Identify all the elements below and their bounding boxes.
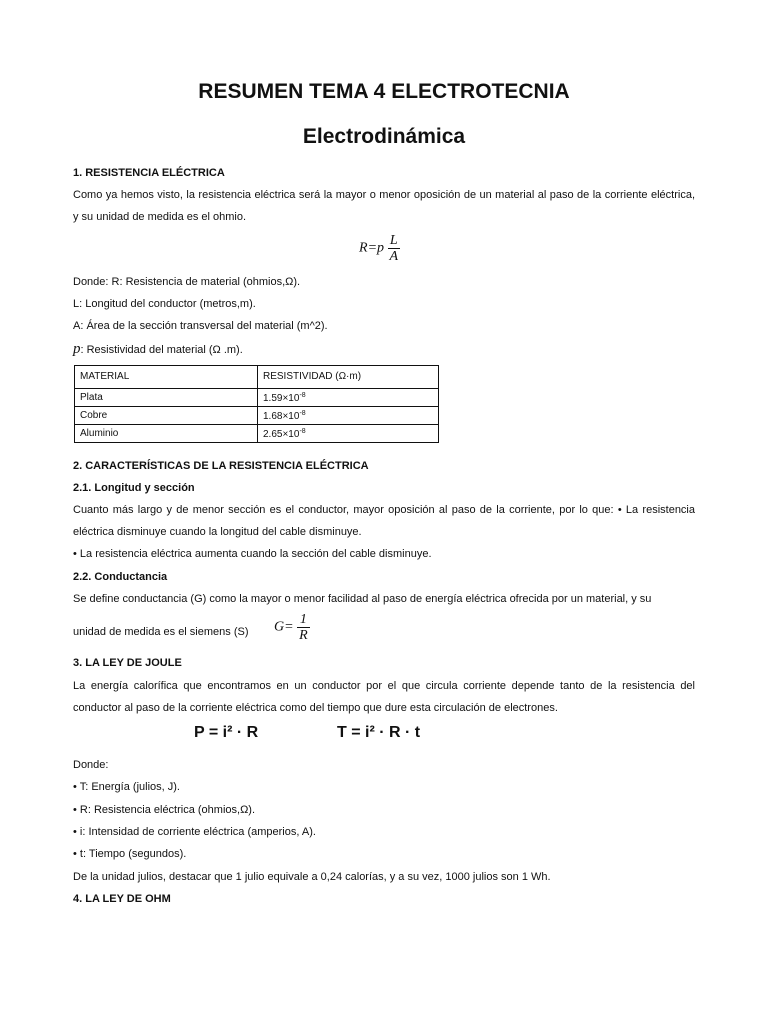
section-2-heading: 2. CARACTERÍSTICAS DE LA RESISTENCIA ELÉCTRICA — [73, 460, 369, 472]
formula-denominator: A — [389, 249, 399, 264]
section-1-heading: 1. RESISTENCIA ELÉCTRICA — [73, 167, 225, 179]
section-3-paragraph: La energía calorífica que encontramos en un conductor por el que circula corriente depende tanto de la resistencia del conductor al paso de la corriente eléctrica como del tiempo que dure esta circulación de electrones. — [73, 680, 695, 714]
document-title: RESUMEN TEMA 4 ELECTROTECNIA — [198, 80, 570, 103]
resistivity-base: 2.65×10 — [263, 429, 300, 440]
formula-numerator: 1 — [297, 612, 310, 628]
formula-eq: = — [367, 240, 378, 256]
resistivity-table — [74, 365, 439, 443]
formula-fraction — [388, 233, 401, 264]
bullet-time: • t: Tiempo (segundos). — [73, 848, 187, 860]
definition-p-text: : Resistividad del material (Ω .m). — [80, 344, 243, 356]
definition-l: L: Longitud del conductor (metros,m). — [73, 298, 256, 310]
joule-energy-formula: T = i² · R · t — [337, 724, 421, 741]
section-2-2-paragraph-end: unidad de medida es el siemens (S) — [73, 626, 249, 638]
definition-a: A: Área de la sección transversal del material (m^2). — [73, 320, 328, 332]
table-cell-resistivity — [258, 407, 439, 425]
joule-power-formula: P = i² · R — [194, 724, 259, 741]
conductance-formula — [274, 612, 310, 643]
bullet-current: • i: Intensidad de corriente eléctrica (amperios, A). — [73, 826, 316, 838]
bullet-energy: • T: Energía (julios, J). — [73, 781, 180, 793]
donde-label: Donde: — [73, 759, 109, 771]
joule-note: De la unidad julios, destacar que 1 julio equivale a 0,24 calorías, y a su vez, 1000 julios son 1 Wh. — [73, 871, 551, 883]
document-subtitle: Electrodinámica — [302, 125, 466, 148]
table-row — [75, 389, 439, 407]
formula-fraction — [297, 612, 310, 643]
formula-lhs: R — [359, 240, 368, 256]
section-3-heading: 3. LA LEY DE JOULE — [73, 657, 182, 669]
formula-lhs: G — [274, 619, 285, 635]
formula-denominator: R — [299, 628, 308, 643]
formula-coef: p — [377, 240, 385, 256]
resistivity-exponent: -8 — [299, 410, 306, 417]
table-cell-resistivity — [258, 389, 439, 407]
resistivity-exponent: -8 — [299, 392, 306, 399]
table-header-material: MATERIAL — [75, 366, 258, 389]
table-row — [75, 425, 439, 443]
definition-r: Donde: R: Resistencia de material (ohmios,Ω). — [73, 276, 301, 288]
table-cell-material: Aluminio — [75, 425, 258, 443]
table-cell-material: Plata — [75, 389, 258, 407]
formula-numerator: L — [388, 233, 401, 249]
section-2-1-heading: 2.1. Longitud y sección — [73, 482, 195, 494]
rho-symbol: p — [73, 341, 81, 357]
section-4-heading: 4. LA LEY DE OHM — [73, 893, 171, 905]
resistivity-base: 1.68×10 — [263, 411, 300, 422]
resistance-formula — [359, 233, 400, 264]
resistivity-base: 1.59×10 — [263, 393, 300, 404]
section-1-intro: Como ya hemos visto, la resistencia eléctrica será la mayor o menor oposición de un material al paso de la corriente eléctrica, y su unidad de medida es el ohmio. — [73, 189, 695, 223]
table-cell-resistivity — [258, 425, 439, 443]
resistivity-exponent: -8 — [299, 428, 306, 435]
table-row — [75, 407, 439, 425]
section-2-2-heading: 2.2. Conductancia — [73, 571, 168, 583]
bullet-resistance: • R: Resistencia eléctrica (ohmios,Ω). — [73, 804, 256, 816]
table-cell-material: Cobre — [75, 407, 258, 425]
table-header-resistivity: RESISTIVIDAD (Ω·m) — [258, 366, 439, 389]
section-2-1-paragraph: Cuanto más largo y de menor sección es el conductor, mayor oposición al paso de la corriente, por lo que: • La resistencia eléctrica disminuye cuando la longitud del cable disminuye. — [73, 504, 695, 538]
section-2-2-paragraph: Se define conductancia (G) como la mayor o menor facilidad al paso de energía eléctrica ofrecida por un material, y su — [73, 593, 652, 605]
table-header-row — [75, 366, 439, 389]
definition-p — [73, 341, 243, 358]
section-2-1-bullet: • La resistencia eléctrica aumenta cuando la sección del cable disminuye. — [73, 548, 432, 560]
formula-eq: = — [284, 619, 294, 635]
